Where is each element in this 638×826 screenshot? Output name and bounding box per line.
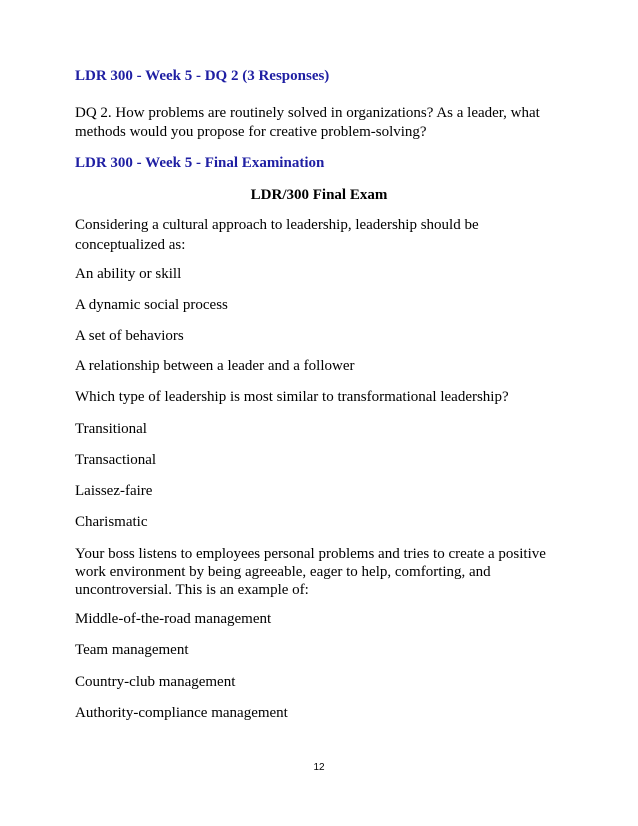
question-1-option-1: An ability or skill xyxy=(75,266,182,282)
question-1-option-2: A dynamic social process xyxy=(75,297,228,313)
question-2-option-2: Transactional xyxy=(75,452,157,468)
question-3-option-3: Country-club management xyxy=(75,674,236,690)
question-2-option-1: Transitional xyxy=(75,421,147,437)
heading-dq: LDR 300 - Week 5 - DQ 2 (3 Responses) xyxy=(75,68,330,84)
heading-final-exam: LDR 300 - Week 5 - Final Examination xyxy=(75,155,325,171)
question-1-option-3: A set of behaviors xyxy=(75,328,184,344)
dq-text: DQ 2. How problems are routinely solved in organizations? As a leader, what methods would you propose for creative problem-solving? xyxy=(75,105,540,140)
question-3-text: Your boss listens to employees personal problems and tries to create a positive work environment by being agreeable, eager to help, comforting, and uncontroversial. This is an example of: xyxy=(75,546,546,598)
page-number: 12 xyxy=(313,762,325,773)
question-3-option-2: Team management xyxy=(75,642,189,658)
question-1-option-4: A relationship between a leader and a follower xyxy=(75,358,355,374)
question-1-text: Considering a cultural approach to leadership, leadership should be conceptualized as: xyxy=(75,217,479,253)
question-2-text: Which type of leadership is most similar to transformational leadership? xyxy=(75,389,509,405)
question-3-option-1: Middle-of-the-road management xyxy=(75,611,272,627)
question-2-option-3: Laissez-faire xyxy=(75,483,153,499)
question-2-option-4: Charismatic xyxy=(75,514,148,530)
exam-title: LDR/300 Final Exam xyxy=(250,187,388,203)
question-3-option-4: Authority-compliance management xyxy=(75,705,288,721)
